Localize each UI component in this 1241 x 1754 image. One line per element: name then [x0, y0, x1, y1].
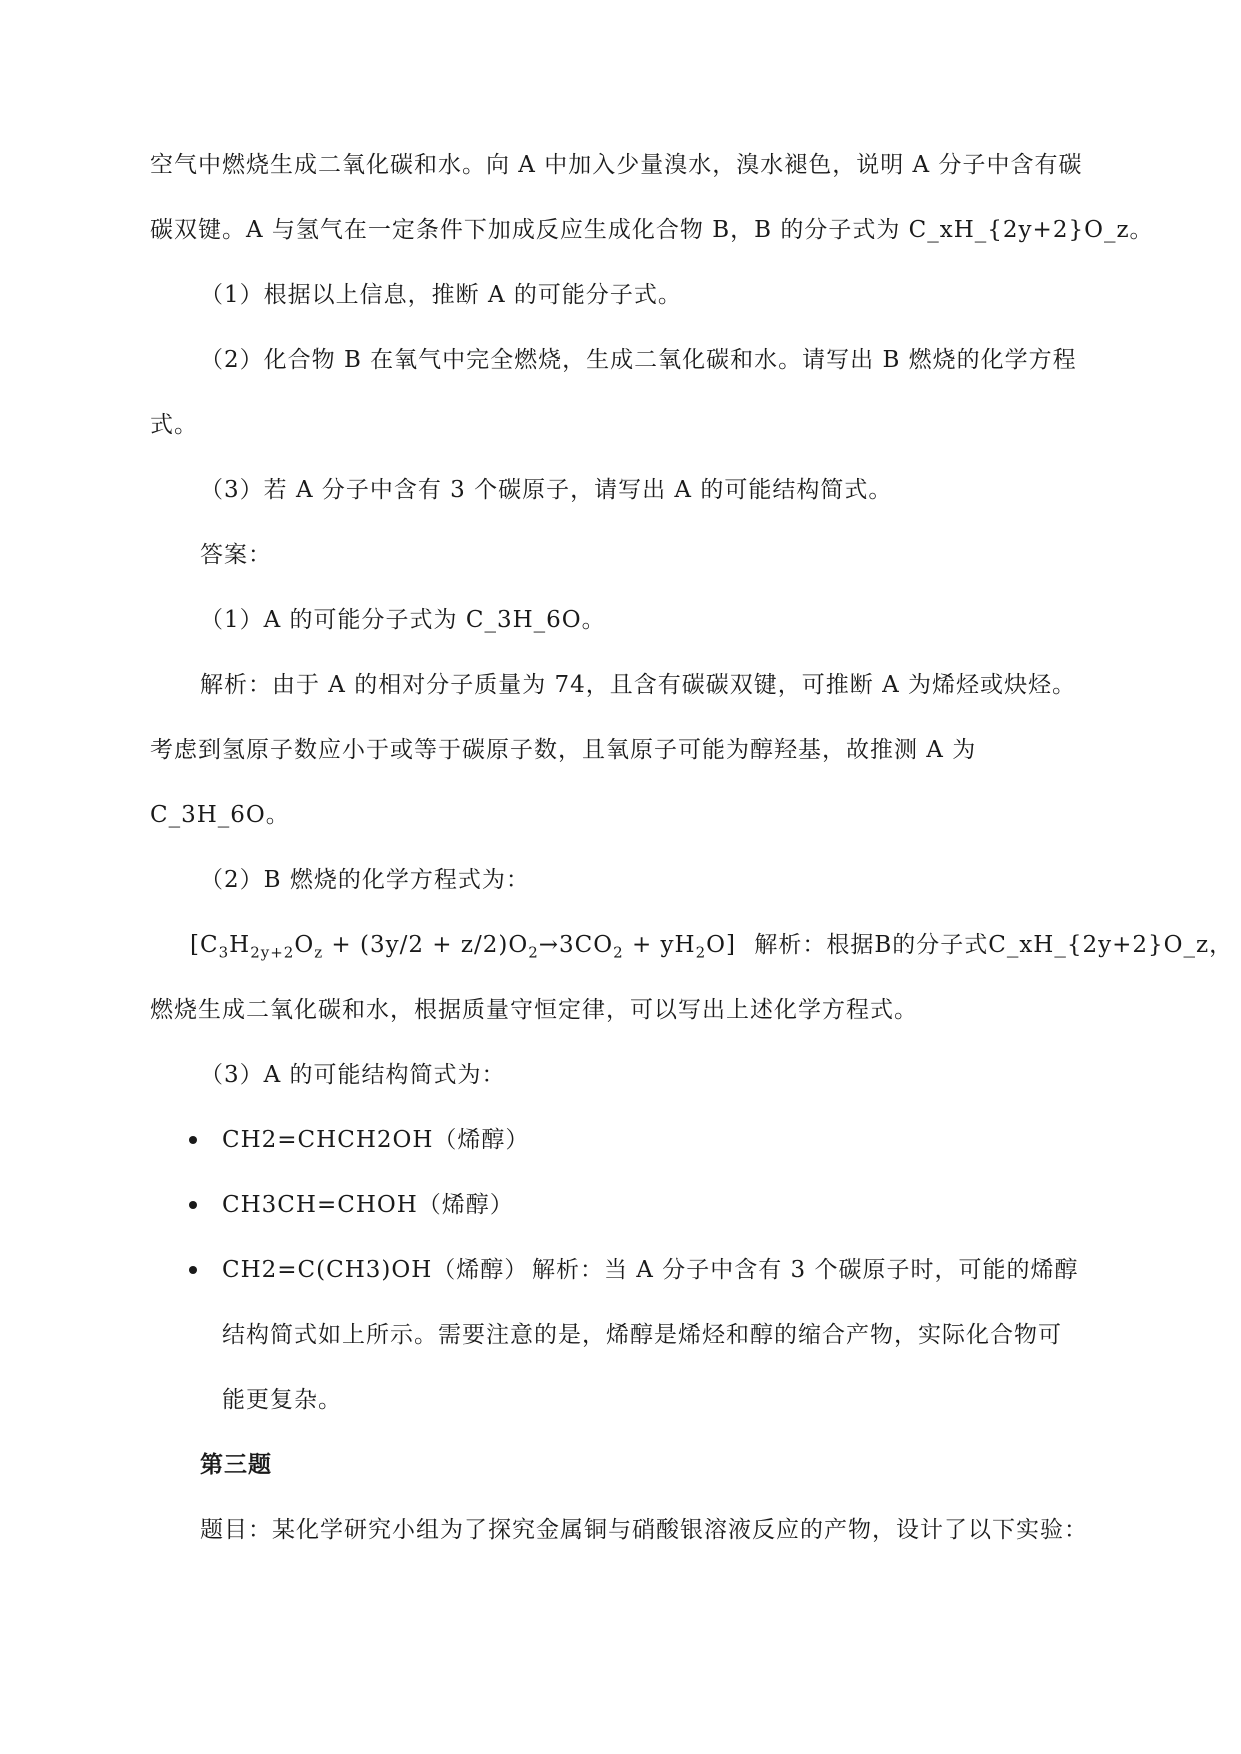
equation-explanation: 解析：根据B的分子式C_xH_{2y+2}O_z， — [754, 932, 1234, 958]
question-part-1: （1）根据以上信息，推断 A 的可能分子式。 — [200, 282, 682, 308]
list-item: CH2=CHCH2OH（烯醇） — [222, 1127, 530, 1153]
chemical-equation: $[C_3H_{2y+2}O_z + (3y/2 + z/2)O_2\to 3CO_2 + yH_2O]$ 解析：根据B的分子式C_xH_{2y+2}O_z， — [190, 932, 1234, 962]
paragraph-line: 空气中燃烧生成二氧化碳和水。向 A 中加入少量溴水，溴水褪色，说明 A 分子中含有碳 — [150, 152, 1083, 178]
section-heading: 第三题 — [200, 1452, 272, 1478]
question-text: 题目：某化学研究小组为了探究金属铜与硝酸银溶液反应的产物，设计了以下实验： — [200, 1517, 1088, 1543]
bullet-icon — [189, 1136, 197, 1144]
analysis-line: 解析：由于 A 的相对分子质量为 74，且含有碳碳双键，可推断 A 为烯烃或炔烃。 — [200, 672, 1077, 698]
analysis-line: C_3H_6O。 — [150, 802, 290, 828]
question-part-2: （2）化合物 B 在氧气中完全燃烧，生成二氧化碳和水。请写出 B 燃烧的化学方程 — [200, 347, 1077, 373]
answer-part-2: （2）B 燃烧的化学方程式为： — [200, 867, 530, 893]
list-item: CH2=C(CH3)OH（烯醇） — [222, 1257, 529, 1283]
list-item: CH3CH=CHOH（烯醇） — [222, 1192, 514, 1218]
analysis-line: 考虑到氢原子数应小于或等于碳原子数，且氧原子可能为醇羟基，故推测 A 为 — [150, 737, 977, 763]
list-item-continuation: 能更复杂。 — [222, 1387, 342, 1413]
paragraph-line: 式。 — [150, 412, 198, 438]
paragraph-line: 碳双键。A 与氢气在一定条件下加成反应生成化合物 B，B 的分子式为 C_xH_{2y+2}O_z。 — [150, 217, 1154, 243]
bullet-icon — [189, 1201, 197, 1209]
answer-part-3: （3）A 的可能结构简式为： — [200, 1062, 506, 1088]
bullet-icon — [189, 1266, 197, 1274]
answer-part-1: （1）A 的可能分子式为 C_3H_6O。 — [200, 607, 606, 633]
list-item-explanation: 解析：当 A 分子中含有 3 个碳原子时，可能的烯醇 — [532, 1257, 1079, 1283]
paragraph-line: 燃烧生成二氧化碳和水，根据质量守恒定律，可以写出上述化学方程式。 — [150, 997, 918, 1023]
list-item-continuation: 结构简式如上所示。需要注意的是，烯醇是烯烃和醇的缩合产物，实际化合物可 — [222, 1322, 1062, 1348]
question-part-3: （3）若 A 分子中含有 3 个碳原子，请写出 A 的可能结构简式。 — [200, 477, 893, 503]
answer-label: 答案： — [200, 542, 272, 568]
